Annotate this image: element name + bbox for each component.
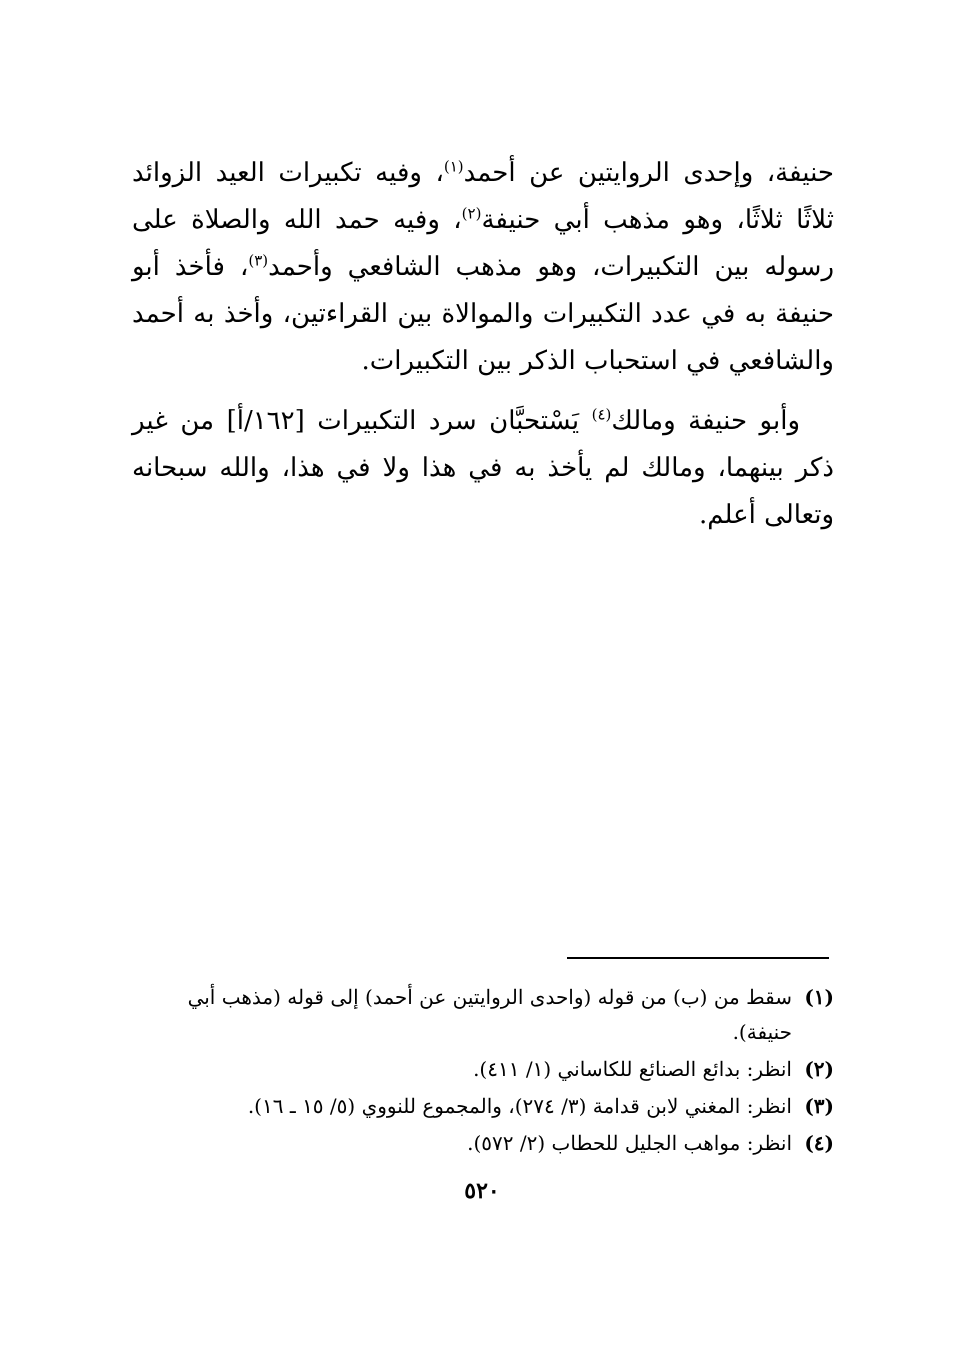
paragraph-1-text-a: حنيفة، وإحدى الروايتين عن أحمد — [463, 158, 834, 188]
main-text — [132, 150, 834, 539]
paragraph-1-text-c: ، وفيه حمد الله والصلاة على رسوله بين التكبيرات، وهو مذهب الشافعي وأحمد — [132, 205, 834, 282]
paragraph-1-text-b: ، وفيه تكبيرات العيد الزوائد ثلاثًا ثلاثًا، وهو مذهب أبي حنيفة — [132, 158, 835, 235]
paragraph-2-text-a: وأبو حنيفة ومالك — [611, 406, 800, 436]
footnote-item — [132, 1126, 834, 1161]
footnote-number: (٢) — [804, 1057, 834, 1081]
footnote-number: (١) — [804, 985, 834, 1009]
paragraph-2 — [132, 398, 834, 539]
footnote-text: سقط من (ب) من قوله (واحدى الروايتين عن أحمد) إلى قوله (مذهب أبي حنيفة). — [187, 985, 792, 1044]
footnote-number: (٤) — [804, 1131, 834, 1155]
footnote-ref-2[interactable]: (٢) — [461, 204, 482, 223]
paragraph-2-text-b: يَسْتحبَّان سرد التكبيرات [١٦٢/أ] من غير ذكر بينهما، ومالك لم يأخذ به في هذا ولا في هذا، والله سبحانه وتعالى أعلم. — [132, 406, 834, 530]
footnote-text: انظر: المغني لابن قدامة (٣/ ٢٧٤)، والمجموع للنووي (٥/ ١٥ ـ ١٦). — [247, 1094, 792, 1118]
page-number: ٥٢٠ — [464, 1178, 500, 1204]
footnote-ref-4[interactable]: (٤) — [591, 405, 612, 424]
footnote-separator — [567, 957, 829, 959]
footnote-text: انظر: بدائع الصنائع للكاساني (١/ ٤١١). — [473, 1057, 792, 1081]
footnote-ref-1[interactable]: (١) — [443, 157, 464, 176]
footnote-item — [132, 1052, 834, 1087]
footnote-number: (٣) — [804, 1094, 834, 1118]
footnote-item — [132, 1089, 834, 1124]
paragraph-1-text-d: ، فأخذ أبو حنيفة به في عدد التكبيرات والموالاة بين القراءتين، وأخذ به أحمد والشافعي في استحباب الذكر بين التكبيرات. — [132, 252, 834, 376]
footnote-ref-3[interactable]: (٣) — [248, 251, 269, 270]
footnote-item — [132, 980, 834, 1050]
paragraph-1 — [132, 150, 834, 385]
footnote-text: انظر: مواهب الجليل للحطاب (٢/ ٥٧٢). — [467, 1131, 792, 1155]
footnotes — [132, 980, 834, 1163]
